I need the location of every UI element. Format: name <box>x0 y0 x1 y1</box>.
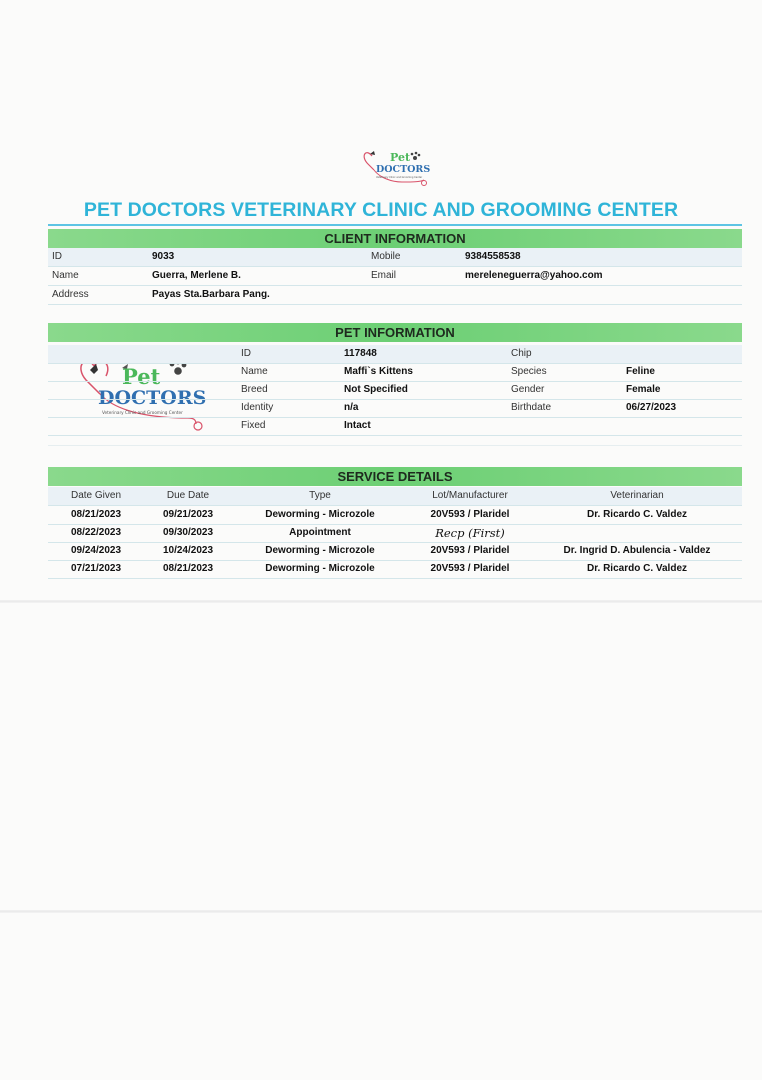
paper-fold-line <box>0 600 762 603</box>
client-mobile-label: Mobile <box>371 251 401 262</box>
cell-due-date: 10/24/2023 <box>162 545 214 556</box>
table-row <box>48 542 742 561</box>
cell-date-given: 09/24/2023 <box>70 545 122 556</box>
pet-name-value: Maffi`s Kittens <box>344 366 413 377</box>
col-veterinarian: Veterinarian <box>610 490 664 501</box>
logo-tagline: Veterinary Clinic and Grooming Center <box>376 176 423 179</box>
client-email-value: mereleneguerra@yahoo.com <box>465 270 603 281</box>
cell-due-date: 08/21/2023 <box>162 563 214 574</box>
cell-type: Deworming - Microzole <box>265 509 375 520</box>
cell-type: Deworming - Microzole <box>265 545 375 556</box>
pet-logo-word-doctors: DOCTORS <box>98 387 207 409</box>
cell-type: Deworming - Microzole <box>265 563 375 574</box>
client-id-value: 9033 <box>152 251 175 262</box>
cell-lot: 20V593 / Plaridel <box>430 545 510 556</box>
pet-logo-tagline: Veterinary Clinic and Grooming Center <box>102 410 183 415</box>
pet-species-label: Species <box>511 366 547 377</box>
pet-name-label: Name <box>241 366 268 377</box>
pet-logo-word-pet: Pet <box>122 364 161 389</box>
pet-info-bottom-line <box>48 445 742 446</box>
logo-word-doctors: DOCTORS <box>376 164 430 175</box>
pet-identity-label: Identity <box>241 402 274 413</box>
pet-id-value: 117848 <box>344 348 377 359</box>
pet-row-id <box>48 345 742 364</box>
pet-species-value: Feline <box>626 366 655 377</box>
service-table-header <box>48 487 742 506</box>
cell-veterinarian: Dr. Ingrid D. Abulencia - Valdez <box>563 545 711 556</box>
client-email-label: Email <box>371 270 397 281</box>
client-mobile-value: 9384558538 <box>465 251 521 262</box>
pet-row-breed <box>48 381 742 400</box>
table-row <box>48 506 742 525</box>
client-row-address <box>48 286 742 305</box>
pet-birthdate-label: Birthdate <box>511 402 552 413</box>
client-address-label: Address <box>52 289 89 300</box>
clinic-logo-small <box>362 146 430 190</box>
pet-birthdate-value: 06/27/2023 <box>626 402 677 413</box>
pet-id-label: ID <box>241 348 251 359</box>
cell-veterinarian: Dr. Ricardo C. Valdez <box>586 509 688 520</box>
col-type: Type <box>309 490 331 501</box>
pet-row-name <box>48 363 742 382</box>
cell-lot-handwritten: Recp (First) <box>435 526 505 540</box>
pet-info-header: PET INFORMATION <box>48 323 742 342</box>
cell-type: Appointment <box>289 527 351 538</box>
col-lot-manufacturer: Lot/Manufacturer <box>432 490 508 501</box>
paper-fold-line <box>0 910 762 913</box>
pet-identity-value: n/a <box>344 402 359 413</box>
client-row-id <box>48 248 742 267</box>
pet-fixed-label: Fixed <box>241 420 266 431</box>
cell-due-date: 09/30/2023 <box>162 527 214 538</box>
pet-gender-label: Gender <box>511 384 545 395</box>
client-name-label: Name <box>52 270 79 281</box>
col-due-date: Due Date <box>166 490 210 501</box>
client-row-name <box>48 267 742 286</box>
pet-gender-value: Female <box>626 384 661 395</box>
pet-row-identity <box>48 399 742 418</box>
pet-fixed-value: Intact <box>344 420 371 431</box>
cell-date-given: 08/21/2023 <box>70 509 122 520</box>
pet-chip-label: Chip <box>511 348 532 359</box>
table-row <box>48 524 742 543</box>
cell-lot: 20V593 / Plaridel <box>430 563 510 574</box>
client-id-label: ID <box>52 251 62 262</box>
client-address-value: Payas Sta.Barbara Pang. <box>152 289 270 300</box>
title-underline <box>48 224 742 226</box>
pet-breed-value: Not Specified <box>344 384 408 395</box>
client-info-header: CLIENT INFORMATION <box>48 229 742 248</box>
pet-row-fixed <box>48 417 742 436</box>
cell-date-given: 07/21/2023 <box>70 563 122 574</box>
cell-due-date: 09/21/2023 <box>162 509 214 520</box>
page-title: PET DOCTORS VETERINARY CLINIC AND GROOMING CENTER <box>83 199 679 221</box>
cell-veterinarian <box>532 524 742 542</box>
pet-breed-label: Breed <box>241 384 268 395</box>
client-name-value: Guerra, Merlene B. <box>152 270 241 281</box>
cell-lot: 20V593 / Plaridel <box>430 509 510 520</box>
logo-word-pet: Pet <box>390 151 411 164</box>
table-row <box>48 560 742 579</box>
cell-veterinarian: Dr. Ricardo C. Valdez <box>586 563 688 574</box>
col-date-given: Date Given <box>70 490 122 501</box>
service-details-header: SERVICE DETAILS <box>48 467 742 486</box>
cell-date-given: 08/22/2023 <box>70 527 122 538</box>
